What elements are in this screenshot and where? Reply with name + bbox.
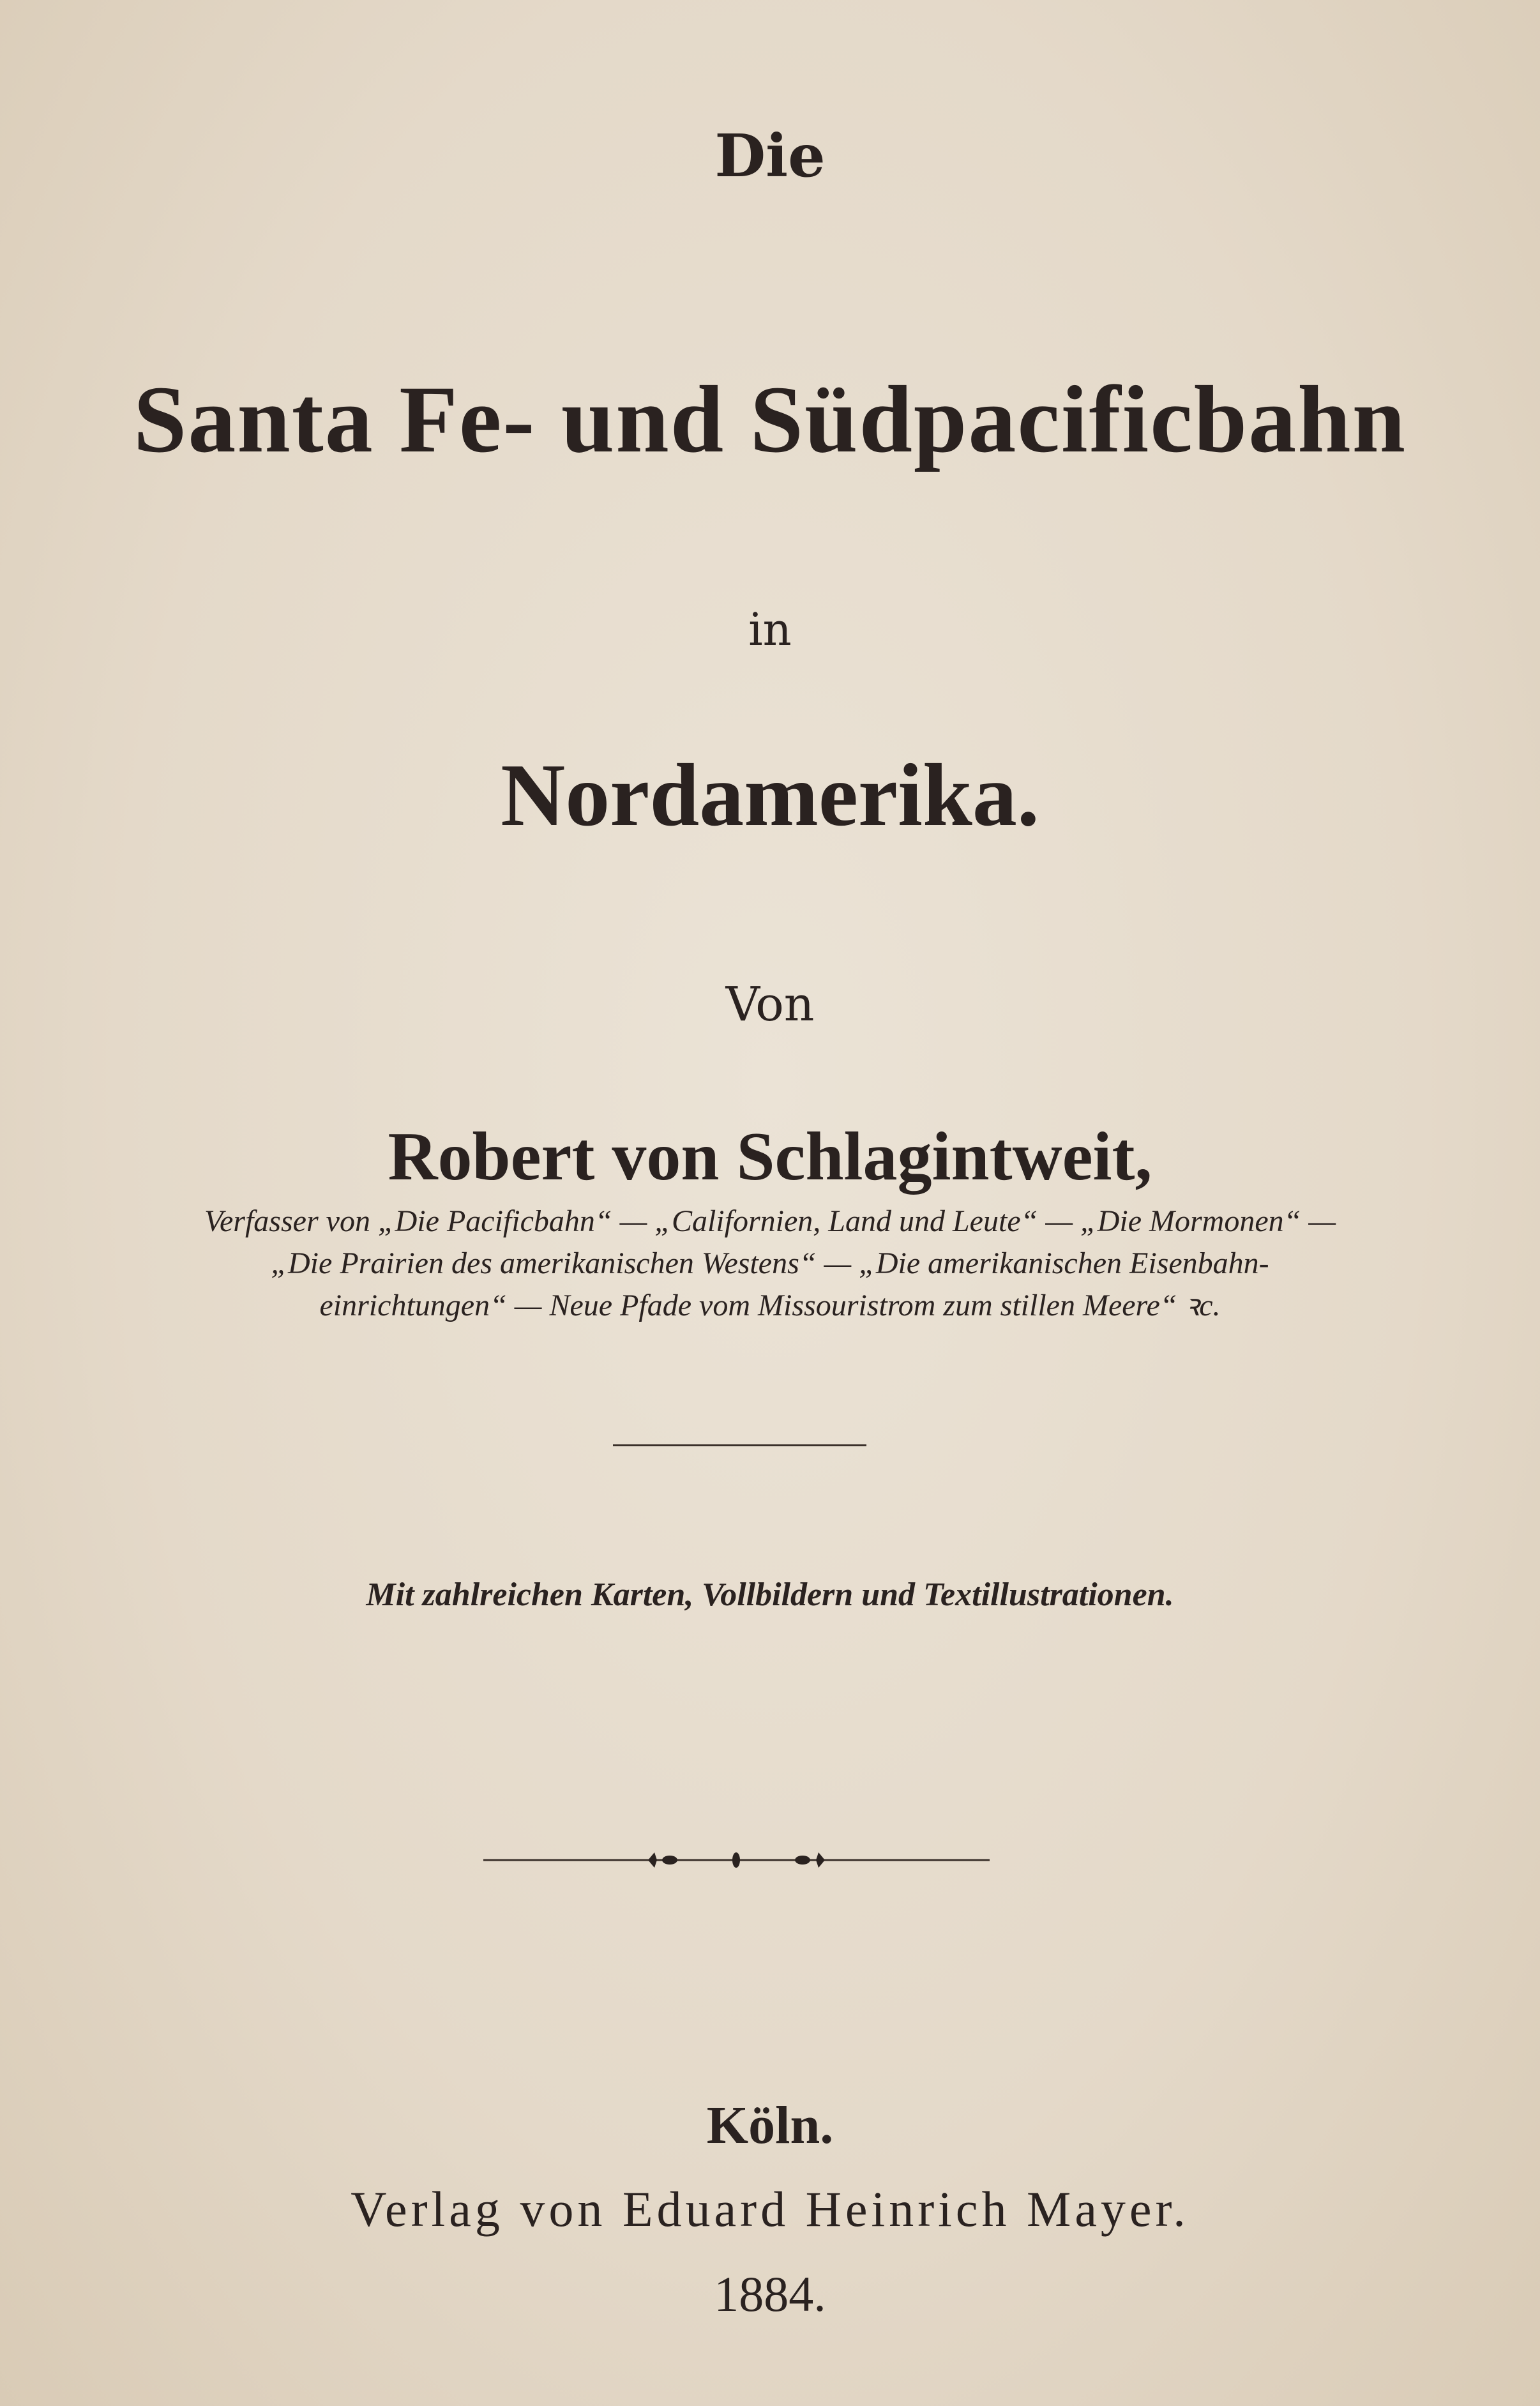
- divider-rule: [613, 1444, 866, 1446]
- publisher: Verlag von Eduard Heinrich Mayer.: [351, 2181, 1189, 2237]
- ornamental-divider: [483, 1849, 990, 1872]
- author-other-works: [64, 1200, 1476, 1327]
- publication-city: Köln.: [706, 2096, 834, 2155]
- book-title: Santa Fe- und Südpacificbahn: [133, 367, 1407, 473]
- author-name: Robert von Schlagintweit,: [388, 1119, 1152, 1195]
- other-works-line: Verfasser von „Die Pacificbahn“ — „Californien, Land und Leute“ — „Die Mormonen“ —: [204, 1204, 1336, 1238]
- publication-year: 1884.: [714, 2266, 826, 2322]
- illustrations-note: Mit zahlreichen Karten, Vollbildern und Textillustrationen.: [366, 1577, 1174, 1613]
- by-label: Von: [725, 977, 815, 1032]
- title-location: Nordamerika.: [501, 746, 1039, 845]
- title-article: Die: [714, 121, 826, 190]
- title-preposition: in: [748, 603, 792, 656]
- other-works-line: einrichtungen“ — Neue Pfade vom Missouristrom zum stillen Meere“ ꝛc.: [319, 1289, 1221, 1322]
- other-works-line: „Die Prairien des amerikanischen Westens“ — „Die amerikanischen Eisenbahn-: [271, 1246, 1269, 1280]
